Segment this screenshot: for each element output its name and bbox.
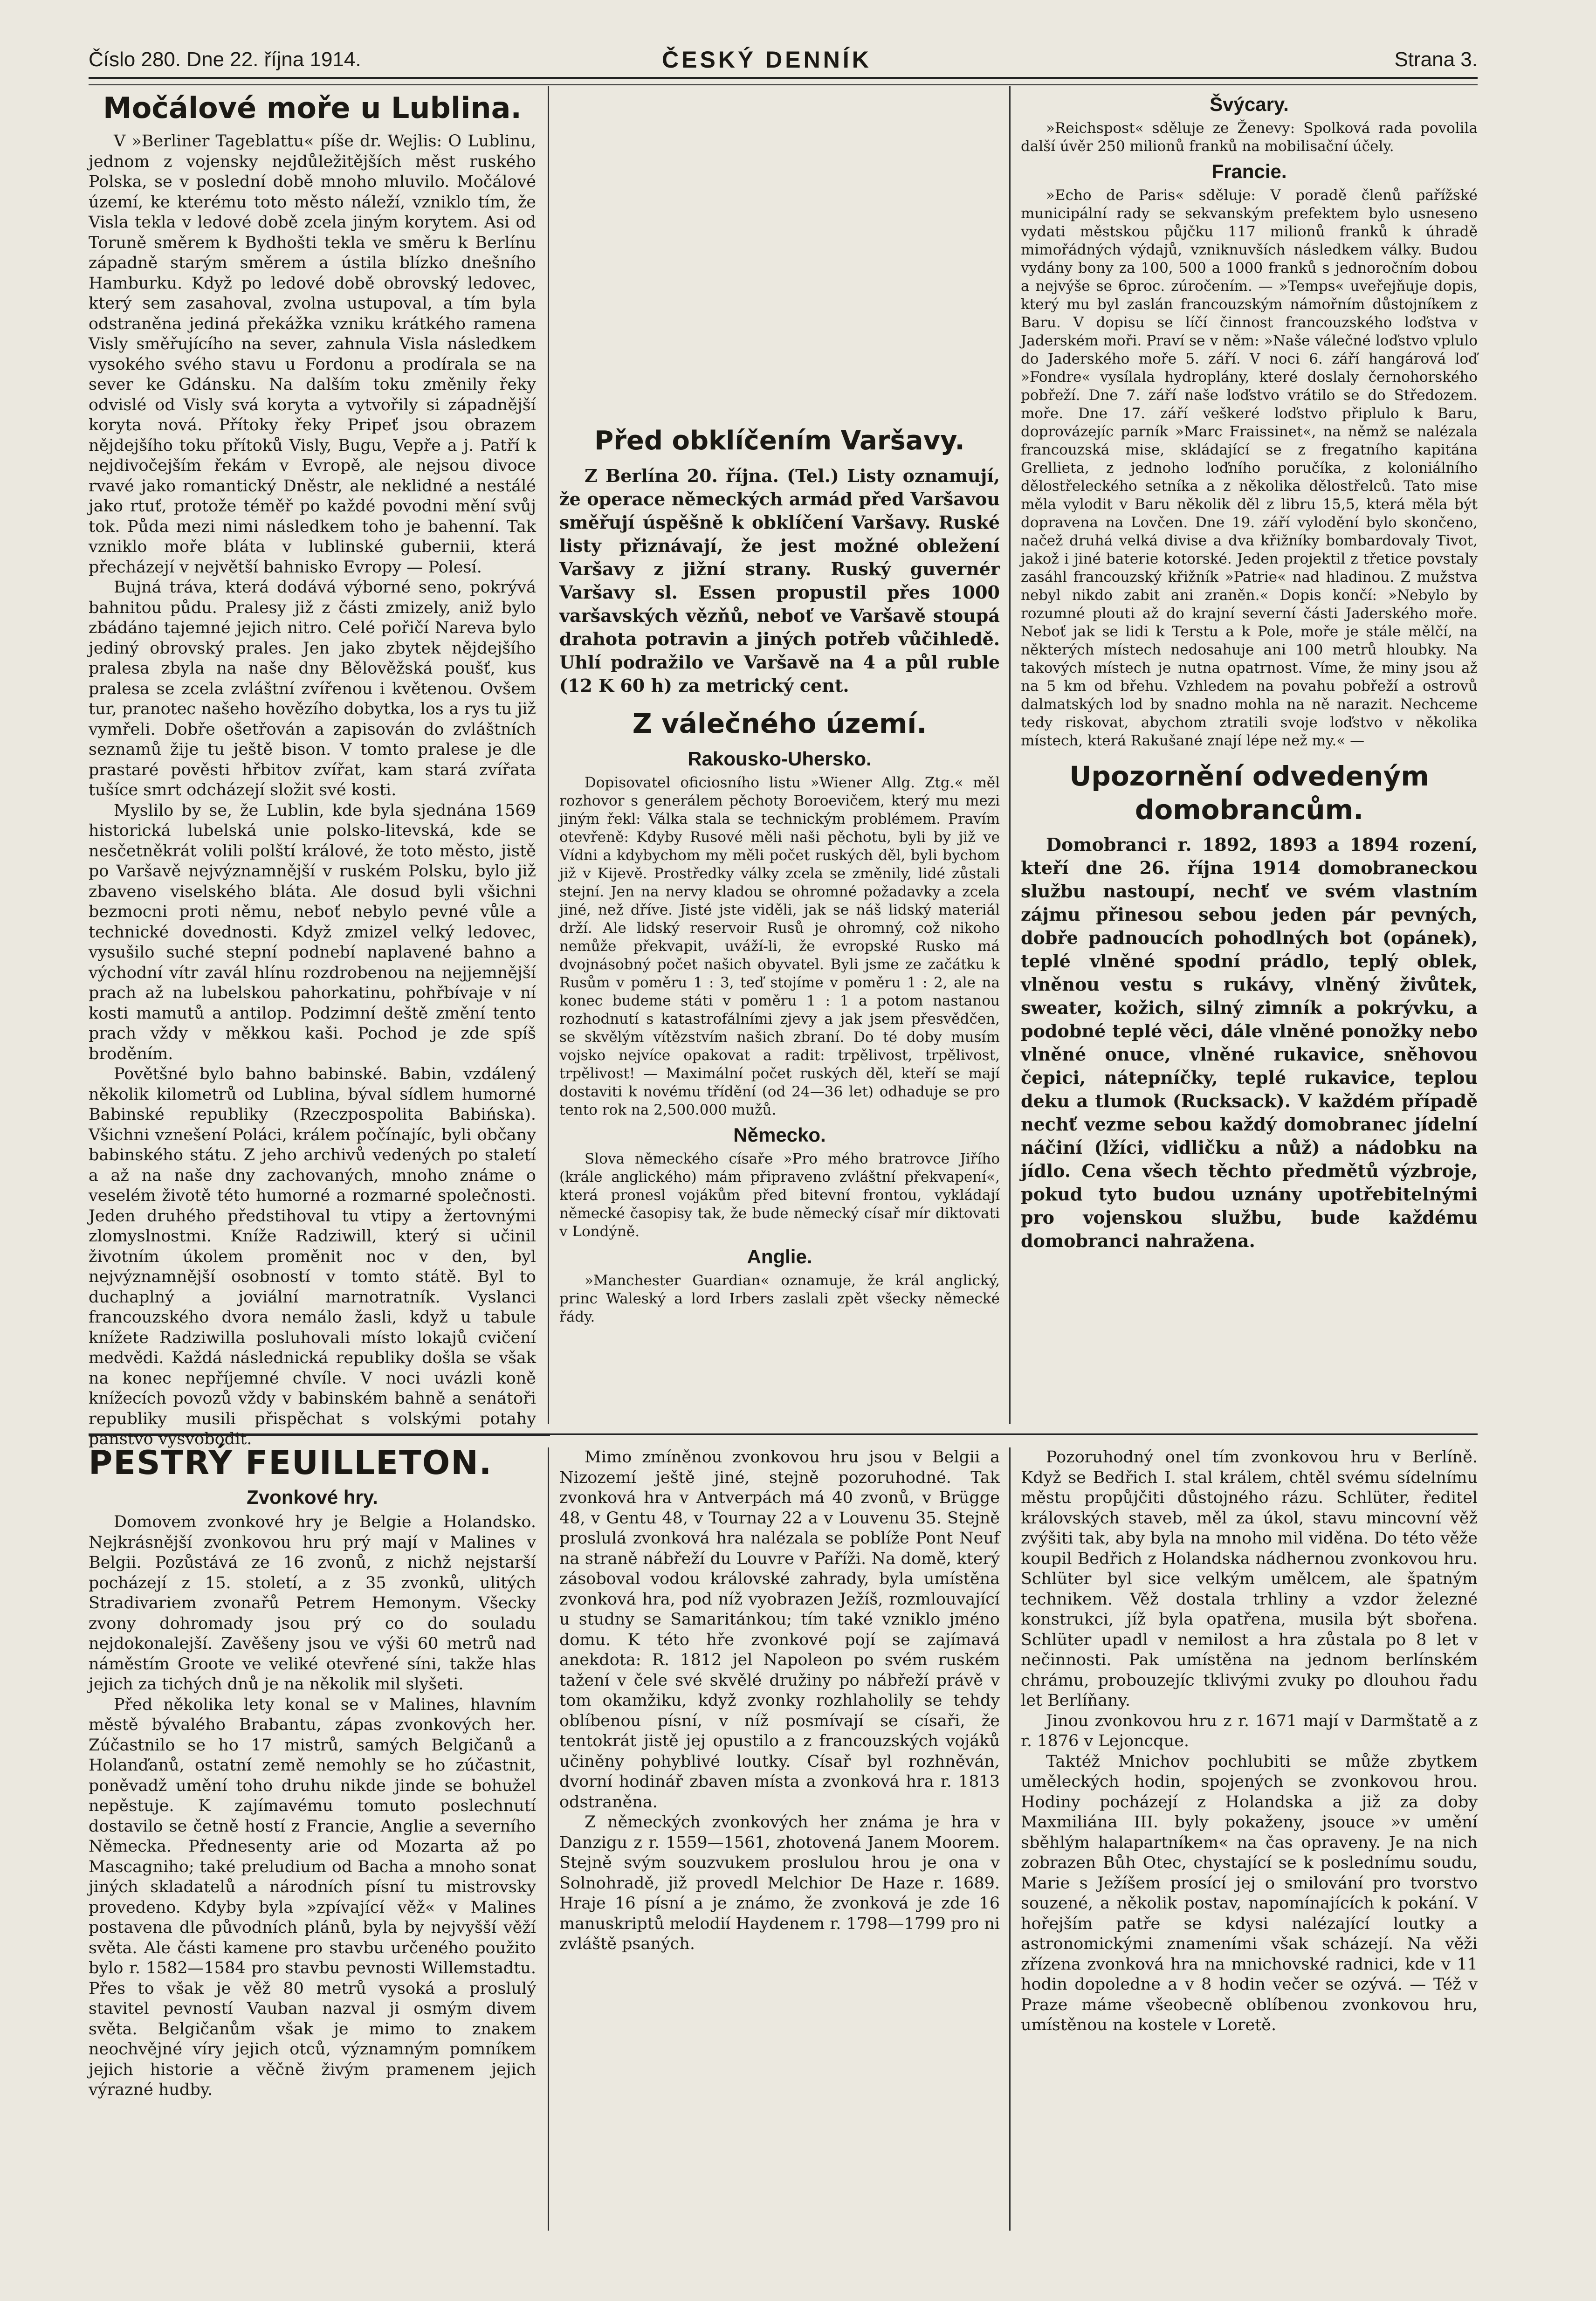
section-heading: Rakousko-Uhersko. (688, 748, 872, 770)
paragraph: Z Berlína 20. října. (Tel.) Listy oznamují, že operace německých armád před Varšavou směřují úspěšně k obklíčení Varšavy. Ruské listy přiznávají, že jest možné obležení Varšavy z jižní strany. Ruský guvernér Varšavy sl. Essen propustil přes 1000 varšavských vězňů, neboť ve Varšavě stoupá drahota potravin a jiných potřeb vůčihledě. Uhlí podražilo ve Varšavě na 4 a půl ruble (12 K 60 h) za metrický cent. (559, 465, 1000, 696)
paragraph: Taktéž Mnichov pochlubiti se může zbytkem uměleckých hodin, spojených se zvonkovou hrou. Hodiny pocházejí z Holandska a již za doby Maxmiliána III. byly pokaženy, jsouce »v umění sběhlým halapartníkem« na čas opraveny. Je na nich zobrazen Bůh Otec, chystající se k poslednímu soudu, Marie s Ježíšem prosící jej o smilování pro tvorstvo souzené, a několik postav, napomínajících k pokání. V hořejším patře se kdysi nalézající loutky a astronomickými znameními však scházejí. Na věži zřízena zvonková hra na mnichovské radnici, kde v 11 hodin dopoledne a v 8 hodin večer se ozývá. — Též v Praze máme všeobecně oblíbenou zvonkovou hru, umístěnou na kostele v Loretě. (1021, 1752, 1478, 2034)
feuilleton-subtitle: Zvonkové hry. (247, 1486, 378, 1508)
paragraph: »Manchester Guardian« oznamuje, že král anglický, princ Waleský a lord Irbers zaslali zpět všecky německé řády. (559, 1272, 1000, 1325)
notice-paragraph: Domobranci r. 1892, 1893 a 1894 rození, kteří dne 26. října 1914 domobraneckou službu nastoupí, nechť ve svém vlastním zájmu přinesou sebou jeden pár pevných, dobře padnoucích pohodlných bot (opánek), teplé vlněné spodní prádlo, teplý oblek, vlněnou vestu s rukávy, vlněný živůtek, sweater, kožich, silný zimník a pokrývku, a podobné teplé věci, dále vlněné ponožky nebo vlněné onuce, vlněné rukavice, sněhovou čepici, nátepníčky, teplé rukavice, teplou deku a tlumok (Rucksack). V každém případě nechť vezme sebou každý domobranec jídelní náčiní (lžíci, vidličku a nůž) a nádobku na jídlo. Cena všech těchto předmětů výzbroje, pokud tyto budou uznány upotřebitelnými pro vojenskou službu, bude každému domobranci nahražena. (1021, 834, 1478, 1251)
article-title: Močálové moře u Lublina. (103, 91, 522, 125)
paragraph: Jinou zvonkovou hru z r. 1671 mají v Darmštatě a z r. 1876 v Lejoncque. (1021, 1711, 1478, 1750)
notice-title: Upozornění odvedeným domobrancům. (1069, 760, 1429, 826)
paragraph: Bujná tráva, která dodává výborné seno, pokrývá bahnitou půdu. Pralesy již z části zmizely, aniž bylo zbádáno tajemné jejich nitro. Celé pořičí Nareva bylo jediný obrovský prales. Jen jako zbytek nějdejšího pralesa zbyla na naše dny Bělověžská poušť, kus pralesa se zcela zvláštní zvířenou i květenou. Ovšem tur, pranotec našeho hovězího dobytka, los a rys tu již vymřeli. Dobře ošetřován a zapisován do zvláštních seznamů žije tu ještě bison. V tomto pralese je dle prastaré pověsti hřbitov zvířat, kam stará zvířata tušíce smrt odcházejí složit své kosti. (89, 578, 536, 799)
paragraph: »Reichspost« sděluje ze Ženevy: Spolková rada povolila další úvěr 250 milionů franků na mobilisační účely. (1021, 120, 1478, 155)
feuilleton-title: PESTRÝ FEUILLETON. (89, 1444, 493, 1482)
column-middle (559, 89, 1000, 1426)
section-heading: Německo. (733, 1124, 826, 1146)
page-header (89, 44, 1478, 79)
feuilleton-col-2 (559, 1447, 1000, 2233)
page-number: Strana 3. (1394, 48, 1478, 71)
paragraph: Dopisovatel oficiosního listu »Wiener Allg. Ztg.« měl rozhovor s generálem pěchoty Boroevičem, který mu mezi jiným řekl: Válka stala se technickým problémem. Pravím otevřeně: Kdyby Rusové měli naši pěchotu, byli by již ve Vídni a kdybychom my měli počet ruských děl, byli bychom již v Kijevě. Prostředky války zcela se změnily, lidé zůstali stejní. Jen na nervy kladou se ohromné požadavky a zcela jiné, než dříve. Jisté jste viděli, jak se náš lidský materiál drží. Ale lidský reservoir Rusů je ohromný, což nikoho nemůže překvapit, uváží-li, že evropské Rusko má dvojnásobný počet našich obyvatel. Byli jsme ze začátku k Rusům v poměru 1 : 3, teď stojíme v poměru 1 : 2, ale na konec budeme státi v poměru 1 : 1 a potom nastanou rozhodnutí s katastrofálními zjevy a jak jsem přesvědčen, se skvělým vítězstvím našich zbraní. Do té doby musím vojsko nejvíce opakovat a radit: trpělivost, trpělivost, trpělivost! — Maximální počet ruských děl, kteří se mají dostaviti k novému třídění (od 24—36 let) odhaduje se pro tento rok na 2,500.000 mužů. (559, 774, 1000, 1118)
paragraph: V »Berliner Tageblattu« píše dr. Wejlis: O Lublinu, jednom z vojensky nejdůležitějších měst ruského Polska, se v poslední době mnoho mluvilo. Močálové území, ke kterému toto město náleží, vzniklo tím, že Visla tekla v ledové době zcela jiným korytem. Asi od Toruně směrem k Bydhošti tekla ve směru k Berlínu západně starým směrem a ústila blízko dnešního Hamburku. Když po ledové době obrovský ledovec, který sem zasahoval, zvolna ustupoval, a tím byla odstraněna jediná překážka vzniku krátkého ramena Visly směřujícího na sever, zahnula Visla následkem vysokého svého stavu u Fordonu a prodírala se na sever ke Gdánsku. Na dalším toku změnily řeky odvislé od Visly svá koryta a vytvořily si západnější koryta nová. Přítoky řeky Pripeť jsou obrazem nějdejšího toku přítoků Visly, Bugu, Vepře a j. Patří k nejdivočejším řekám v Evropě, ale nejsou divoce rvavé jako romantický Dněstr, ale neklidné a nestálé jako rtuť, protože téměř po každé povodni mění svůj tok. Půda mezi nimi následkem toho je bahenní. Tak vzniklo moře bláta v lublinské gubernii, která přecházejí v největší bahnisko Evropy — Polesí. (89, 132, 536, 577)
paragraph: Slova německého císaře »Pro mého bratrovce Jiřího (krále anglického) mám připraveno zvláštní překvapení«, která pronesl vojákům před bitevní frontou, vykládají německé časopisy tak, že bude německý císař mír diktovati v Londýně. (559, 1150, 1000, 1240)
article-title: Před obklíčením Varšavy. (594, 426, 965, 456)
section-heading: Švýcary. (1210, 93, 1289, 115)
article-lublin (89, 89, 536, 1448)
paragraph: Domovem zvonkové hry je Belgie a Holandsko. Nejkrásnější zvonkovou hru prý mají v Malines v Belgii. Pozůstává ze 16 zvonů, z nichž nejstarší pocházejí z 15. století, a z 35 zvonků, ulitých Stradivariem zvonařů Petrem Hemonym. Všecky zvony dohromady jsou prý co do souladu nejdokonalejší. Zavěšeny jsou ve výši 60 metrů nad náměstím Groote ve veliké otevřené síni, takže hlas jejich za tichých dnů je na několik mil slyšeti. (89, 1513, 536, 1694)
paper-name: ČESKÝ DENNÍK (662, 47, 872, 73)
paragraph: Mimo zmíněnou zvonkovou hru jsou v Belgii a Nizozemí ještě jiné, stejně pozoruhodné. Tak zvonková hra v Antverpách má 40 zvonů, v Brügge 48, v Gentu 48, v Tournay 22 a v Louvenu 35. Stejně proslulá zvonková hra nalézala se poblíže Pont Neuf na straně nábřeží du Louvre v Paříži. Na domě, který zásoboval vodou královské zahrady, byla umístěna zvonková hra, pod níž vyobrazen Ježíš, rozmlouvající u studny se Samaritánkou; tím také vzniklo jméno domu. K této hře zvonkové pojí se zajímavá anekdota: R. 1812 jel Napoleon po svém ruském tažení v čele své skvělé družiny po nábřeží právě v tom okamžiku, když zvonky rozhlaholily se tehdy oblíbenou písní, v níž posmívají se císaři, že tentokrát jistě jej opustilo a z francouzských vojáků učiněny pohyblivé loutky. Císař byl rozhněván, dvorní hodinář zbaven místa a zvonková hra r. 1813 odstraněna. (559, 1448, 1000, 1812)
paragraph: Z německých zvonkových her známa je hra v Danzigu z r. 1559—1561, zhotovená Janem Moorem. Stejně svým souzvukem proslulou hrou je ona v Solnohradě, již provedl Melchior De Haze r. 1689. Hraje 16 písní a je známo, že zvonková je zde 16 manuskriptů melodií Haydenem r. 1798—1799 pro ni zvláště psaných. (559, 1813, 1000, 1953)
section-heading: Anglie. (747, 1246, 812, 1268)
feuilleton-col-3 (1021, 1447, 1478, 2233)
newspaper-page (89, 44, 1478, 2235)
issue-date: Číslo 280. Dne 22. října 1914. (89, 48, 361, 71)
paragraph: Povětšné bylo bahno babinské. Babin, vzdálený několik kilometrů od Lublina, býval sídlem humorné Babinské republiky (Rzeczpospolita Babińska). Všichni vznešení Poláci, králem počínajíc, byli občany babinského státu. Z jeho archivů vedených po staletí a až na naše dny zachovaných, mnoho známe o veselém životě této humorné a rozmarné společnosti. Jeden druhého předstihoval tu vtipy a žertovnými zlomyslnostmi. Kníže Radziwill, který si učinil životním úkolem proměnit noc v den, byl nejvýznamnější osobností v tomto státě. Byl to duchaplný a joviální marnotratník. Vyslanci francouzského dvora nemálo žasli, když u tabule knížete Radziwilla posluhovali místo lokajů cvičení medvědi. Každá následnická republiky došla se však na konec nepříjemné chvíle. V noci uvázli koně knížecích povozů vždy v babinském bahně a senátoři republiky musili přispěchat s volskými potahy panstvo vysvobodit. (89, 1065, 536, 1448)
paragraph: Pozoruhodný onel tím zvonkovou hru v Berlíně. Když se Bedřich I. stal králem, chtěl svému sídelnímu městu propůjčiti důstojného rázu. Schlüter, ředitel královských staveb, měl za úkol, stavu mincovní věž zvýšiti tak, aby byla na mnoho mil viděna. Do této věže koupil Bedřich z Holandska nádhernou zvonkovou hru. Schlüter byl sice velkým umělcem, ale špatným technikem. Věž dostala trhliny a vzdor železné konstrukci, jíž byla opatřena, musila být sbořena. Schlüter upadl v nemilost a hra zůstala po 8 let v nečinnosti. Pak umístěna na jednom berlínském chrámu, probouzejíc tklivými zvuky po dlouhou řadu let Berlíňany. (1021, 1448, 1478, 1710)
article-title: Z válečného území. (632, 708, 927, 739)
paragraph: »Echo de Paris« sděluje: V poradě členů pařížské municipální rady se sekvanským prefektem bylo usneseno vydati městskou půjčku 117 milionů franků k úhradě mimořádných výdajů, vzniknuvších následkem války. Budou vydány bony za 100, 500 a 1000 franků s jednoročním dobou a nejvýše se 6proc. zúročením. — »Temps« uveřejňuje dopis, který mu byl zaslán francouzským námořním důstojníkem z Baru. V dopisu se líčí činnost francouzského loďstva v Jaderském moři. Praví se v něm: »Naše válečné loďstvo vplulo do Jaderského moře 5. září. V noci 6. září hangárová loď »Fondre« vysílala hydroplány, které doslaly černohorského pobřeží. Dne 7. září naše loďstvo vrátilo se do Středozem. moře. Dne 17. září veškeré loďstvo připlulo k Baru, doprovázejíc parník »Marc Fraissinet«, na němž se nalézala francouzská mise, skládající se z fregatního kapitána Grellieta, z jednoho loďního poručíka, z koloniálního dělostřeleckého setníka a z několika dělostřelců. Tato mise měla vylodit v Baru několik děl z libru 15,5, která měla být dopravena na Lovčen. Dne 19. září vylodění bylo skončeno, načež druhá velká divise a dva křižníky bombardovaly Tivot, jakož i jiné baterie kotorské. Jeden projektil z třetice povstaly zasáhl francouzský křižník »Patrie« nad hladinou. Z mužstva nebyl nikdo zabit ani zraněn.« Dopis končí: »Nebylo by rozumné plouti až do krajní severní části Jaderského moře. Neboť jak se lidi k Terstu a k Pole, moře je stále mělčí, na některých místech nedosahuje ani 100 metrů hloubky. Na takových místech je nutna opatrnost. Víme, že miny jsou až na 5 km od břehu. Vzhledem na povahu pobřeží a ostrovů dalmatských lod by snadno mohla na ně narazit. Nechceme tedy riskovat, abychom ztratili svoje loďstvo v několika místech, která Rakušané znají lépe než my.« — (1021, 187, 1478, 749)
feuilleton-col-1 (89, 1440, 536, 2233)
column-right (1021, 89, 1478, 1426)
section-heading: Francie. (1211, 160, 1287, 182)
paragraph: Myslilo by se, že Lublin, kde byla sjednána 1569 historická lubelská unie polsko-litevská, kde se nesčetněkrát volili polští králové, že toto město, jistě po Varšavě nejvýznamnější v ruském Polsku, bylo již zbaveno viselského bláta. Ale dosud byli všichni bezmocni proti němu, neboť nebylo pevné vůle a technické dovednosti. Když zmizel velký ledovec, vysušilo suché stepní podnebí naplavené bahno a východní vítr zavál hlínu rozdrobenou na nejjemnější prach až na lubelskou pahorkatinu, pohřbívaje v ní kosti mamutů a antilop. Podzimní deště změní tento prach vždy v měkkou kaši. Pochod je zde spíš broděním. (89, 801, 536, 1063)
paragraph: Před několika lety konal se v Malines, hlavním městě bývalého Brabantu, zápas zvonkových her. Zúčastnilo se ho 17 mistrů, samých Belgičanů a Holanďanů, ostatní země nemohly se ho zúčastnit, poněvadž umění toho druhu nikde jinde se bohužel nepěstuje. K zajímavému tomuto poslechnutí dostavilo se četně hostí z Francie, Anglie a severního Německa. Přednesenty arie od Mozarta až po Mascagniho; také preludium od Bacha a mnoho sonat jiných skladatelů a národních písní tu mistrovsky provedeno. Kdyby byla »zpívající věž« v Malines postavena dle původních plánů, byla by nejvyšší věží světa. Ale části kamene pro stavbu určeného použito bylo r. 1582—1584 pro stavbu pevnosti Willemstadtu. Přes to však je věž 80 metrů vysoká a proslulý stavitel pevností Vauban nazval ji osmým divem světa. Belgičanům však je mimo to znakem neochvějné víry jejich otců, významným pomníkem jejich historie a věčně živým pramenem jejich výrazné hudby. (89, 1695, 536, 2099)
